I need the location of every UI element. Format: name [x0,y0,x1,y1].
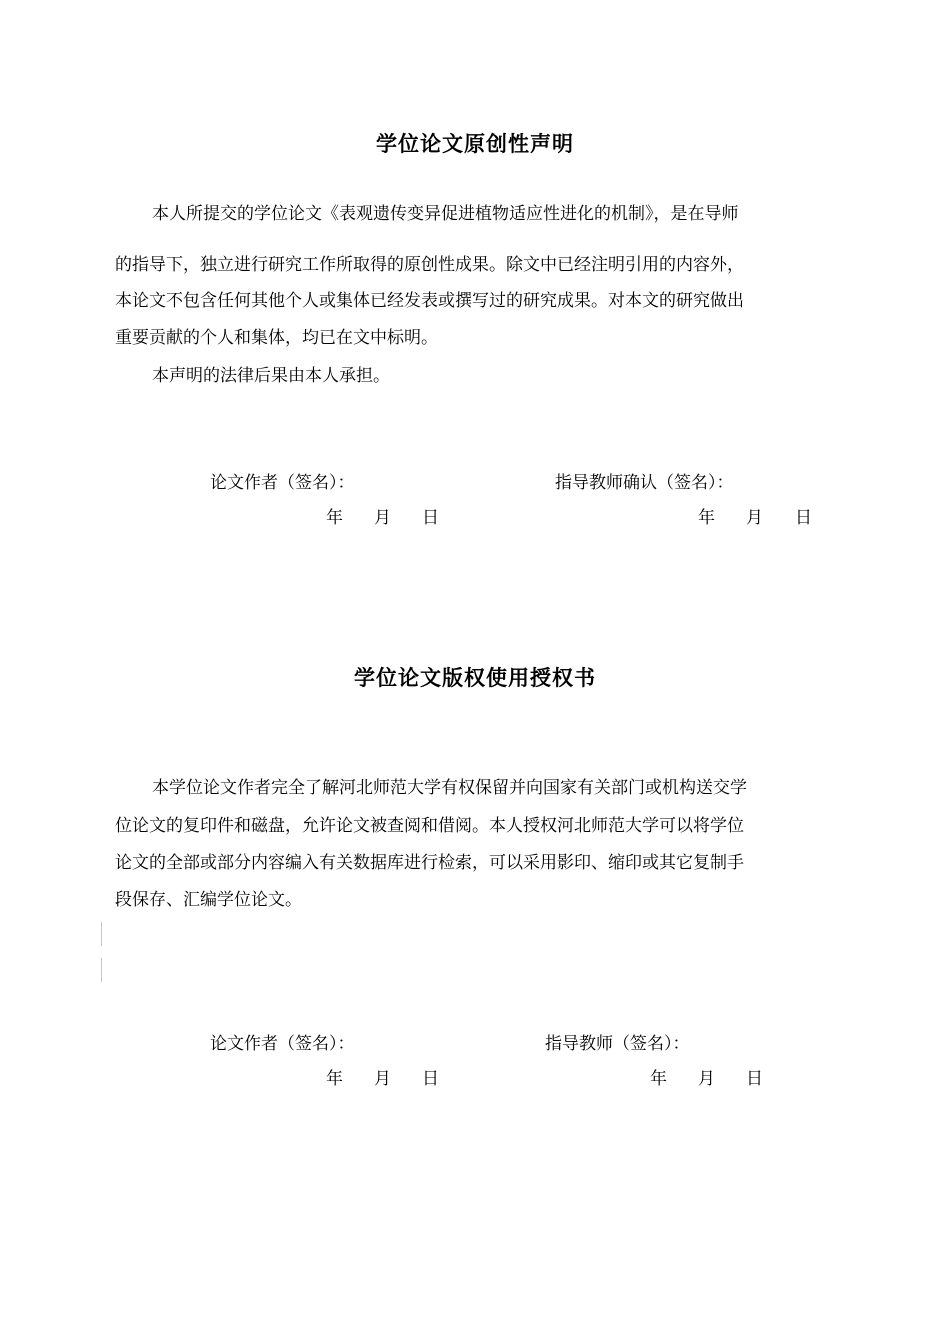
declaration-supervisor-date-day: 日 [795,508,812,528]
margin-mark-top [101,922,102,946]
declaration-para2: 本声明的法律后果由本人承担。 [152,366,390,386]
authorization-title: 学位论文版权使用授权书 [354,666,596,690]
authorization-supervisor-signature-label: 指导教师（签名）： [545,1034,690,1054]
declaration-title: 学位论文原创性声明 [376,132,574,156]
authorization-para-line3: 论文的全部或部分内容编入有关数据库进行检索，可以采用影印、缩印或其它复制手 [115,853,744,873]
declaration-para1-line1: 本人所提交的学位论文《表观遗传变异促进植物适应性进化的机制》，是在导师 [152,204,739,224]
authorization-supervisor-date-year: 年 [650,1069,667,1089]
declaration-author-date-month: 月 [374,508,391,528]
declaration-para1-line2: 的指导下，独立进行研究工作所取得的原创性成果。除文中已经注明引用的内容外， [115,255,744,275]
declaration-supervisor-date-year: 年 [698,508,715,528]
margin-mark-bottom [101,958,102,982]
declaration-para1-line4: 重要贡献的个人和集体，均已在文中标明。 [115,328,438,348]
authorization-author-signature-label: 论文作者（签名）： [210,1034,355,1054]
authorization-para-line4: 段保存、汇编学位论文。 [115,890,302,910]
authorization-author-date-day: 日 [422,1069,439,1089]
declaration-author-date-day: 日 [422,508,439,528]
authorization-para-line1: 本学位论文作者完全了解河北师范大学有权保留并向国家有关部门或机构送交学 [152,778,747,798]
declaration-para1-line3: 本论文不包含任何其他个人或集体已经发表或撰写过的研究成果。对本文的研究做出 [115,291,744,311]
authorization-supervisor-date-month: 月 [698,1069,715,1089]
declaration-supervisor-signature-label: 指导教师确认（签名）： [555,473,734,493]
declaration-supervisor-date-month: 月 [746,508,763,528]
authorization-author-date-year: 年 [326,1069,343,1089]
declaration-author-signature-label: 论文作者（签名）： [210,473,355,493]
authorization-author-date-month: 月 [374,1069,391,1089]
authorization-supervisor-date-day: 日 [746,1069,763,1089]
declaration-author-date-year: 年 [326,508,343,528]
authorization-para-line2: 位论文的复印件和磁盘，允许论文被查阅和借阅。本人授权河北师范大学可以将学位 [115,816,744,836]
